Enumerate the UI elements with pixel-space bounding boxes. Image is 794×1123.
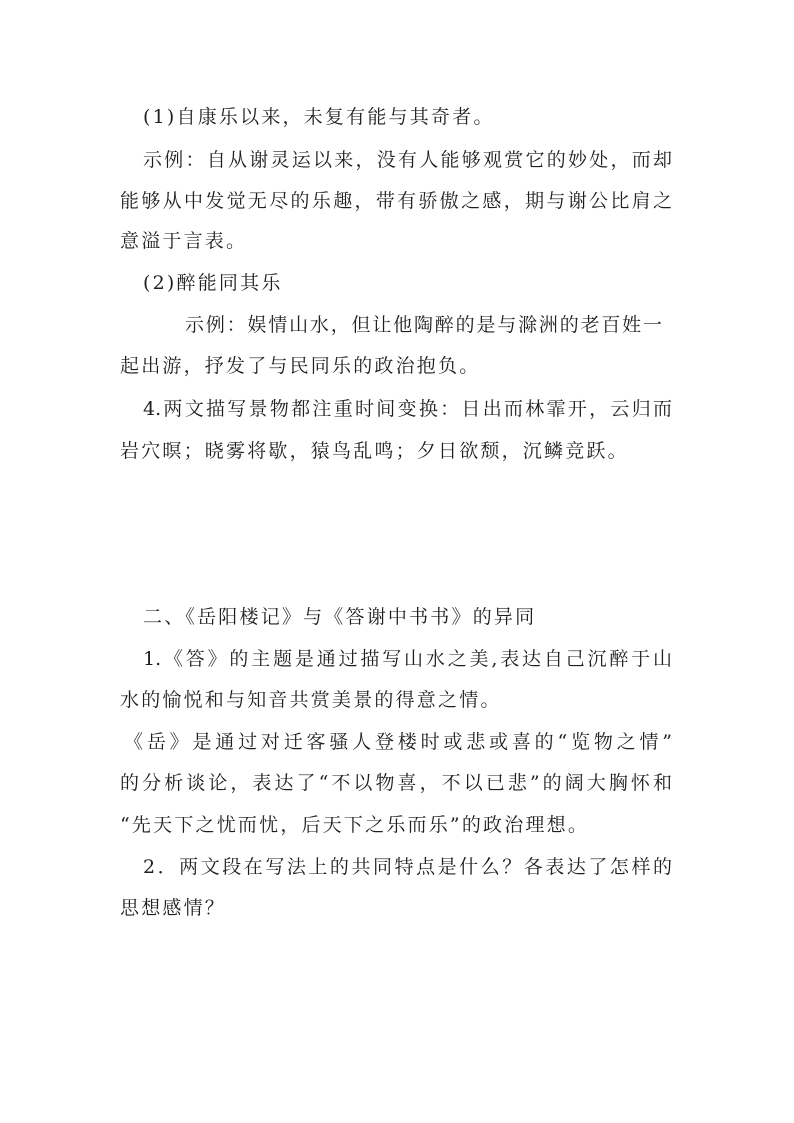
answer-line-6: 示例：娱情山水，但让他陶醉的是与滁洲的老百姓一 — [185, 314, 662, 336]
answer-line-2: 示例：自从谢灵运以来，没有人能够观赏它的妙处，而却 — [143, 149, 672, 171]
answer-line-8: 4.两文描写景物都注重时间变换：日出而林霏开，云归而 — [143, 398, 672, 420]
answer-line-9: 岩穴暝；晓雾将歇，猿鸟乱鸣；夕日欲颓，沉鳞竞跃。 — [120, 440, 629, 462]
comparison-line-2: 水的愉悦和与知音共赏美景的得意之情。 — [120, 689, 502, 711]
comparison-line-7: 思想感情？ — [120, 897, 227, 919]
answer-line-7: 起出游，抒发了与民同乐的政治抱负。 — [120, 355, 481, 377]
comparison-line-4: 的分析谈论，表达了“不以物喜，不以已悲”的阔大胸怀和 — [120, 772, 672, 794]
answer-line-4: 意溢于言表。 — [120, 230, 248, 252]
section-heading: 二、《岳阳楼记》与《答谢中书书》的异同 — [143, 606, 537, 628]
answer-line-1: (1)自康乐以来，未复有能与其奇者。 — [143, 106, 495, 128]
answer-line-5: (2)醉能同其乐 — [143, 272, 283, 294]
comparison-line-5: “先天下之忧而忧，后天下之乐而乐”的政治理想。 — [120, 814, 590, 836]
answer-line-3: 能够从中发觉无尽的乐趣，带有骄傲之感，期与谢公比肩之 — [120, 190, 672, 212]
comparison-line-3: 《岳》是通过对迁客骚人登楼时或悲或喜的“览物之情” — [124, 731, 672, 753]
comparison-line-1: 1.《答》的主题是通过描写山水之美,表达自己沉醉于山 — [143, 648, 672, 670]
comparison-line-6: 2．两文段在写法上的共同特点是什么？各表达了怎样的 — [143, 856, 672, 878]
